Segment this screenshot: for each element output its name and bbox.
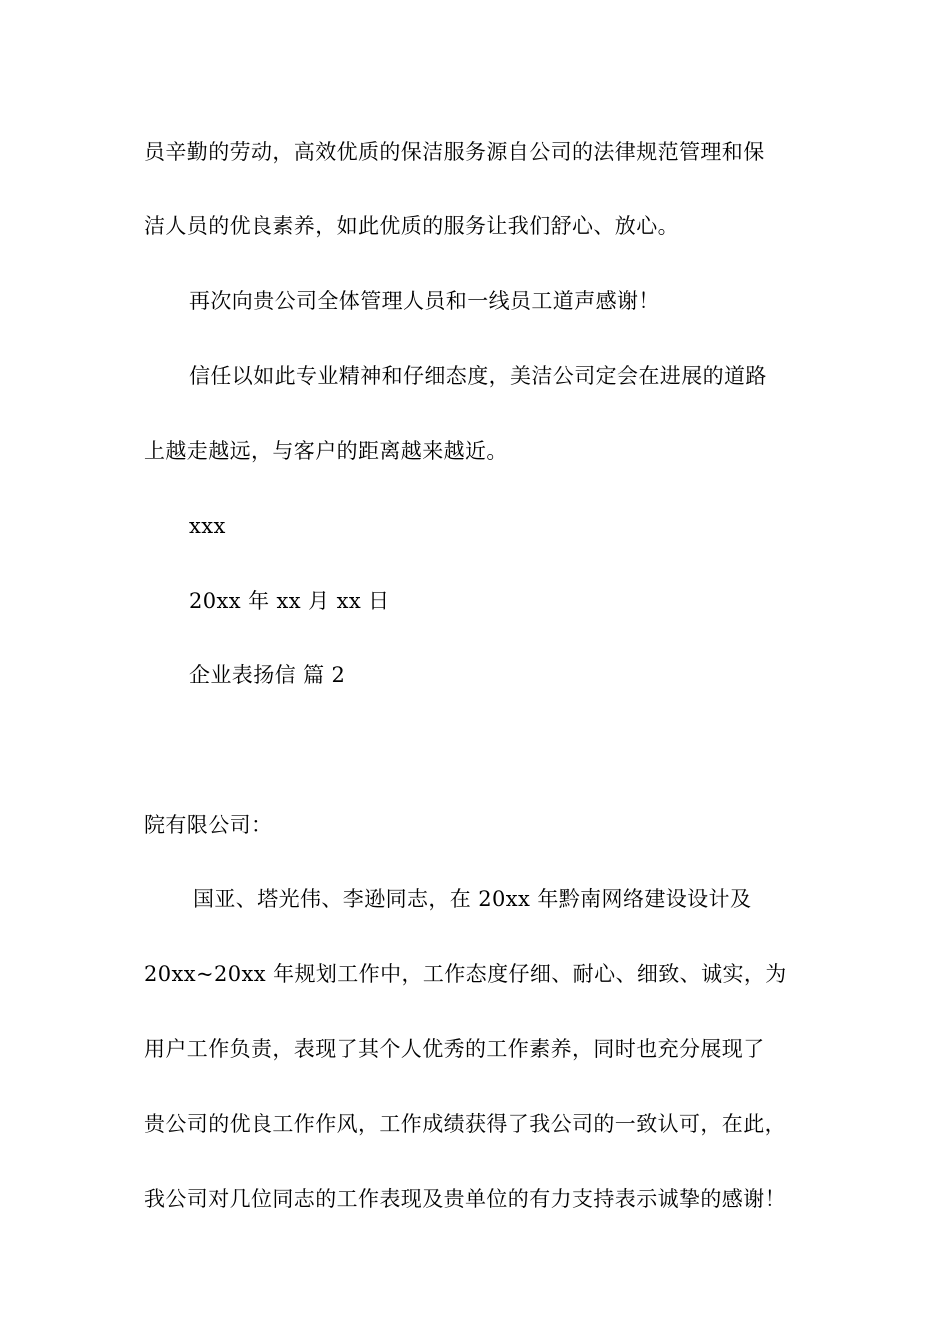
paragraph-line: 我公司对几位同志的工作表现及贵单位的有力支持表示诚挚的感谢！ bbox=[144, 1187, 786, 1211]
paragraph-line: 20xx~20xx 年规划工作中，工作态度仔细、耐心、细致、诚实，为 bbox=[144, 962, 787, 986]
section-heading: 企业表扬信 篇 2 bbox=[189, 663, 346, 687]
paragraph-line: 员辛勤的劳动，高效优质的保洁服务源自公司的法律规范管理和保 bbox=[144, 140, 765, 164]
paragraph-line: 信任以如此专业精神和仔细态度，美洁公司定会在进展的道路 bbox=[189, 364, 767, 388]
paragraph-line: 贵公司的优良工作作风，工作成绩获得了我公司的一致认可，在此， bbox=[144, 1112, 786, 1136]
signature-name: xxx bbox=[189, 514, 226, 538]
paragraph-line: 再次向贵公司全体管理人员和一线员工道声感谢！ bbox=[189, 289, 660, 313]
paragraph-line: 上越走越远，与客户的距离越来越近。 bbox=[144, 439, 508, 463]
paragraph-line: 洁人员的优良素养，如此优质的服务让我们舒心、放心。 bbox=[144, 214, 679, 238]
signature-date: 20xx 年 xx 月 xx 日 bbox=[189, 589, 390, 613]
paragraph-line: 用户工作负责，表现了其个人优秀的工作素养，同时也充分展现了 bbox=[144, 1037, 765, 1061]
paragraph-line: 国亚、塔光伟、李逊同志，在 20xx 年黔南网络建设设计及 bbox=[193, 887, 752, 911]
salutation: 院有限公司： bbox=[144, 813, 273, 837]
